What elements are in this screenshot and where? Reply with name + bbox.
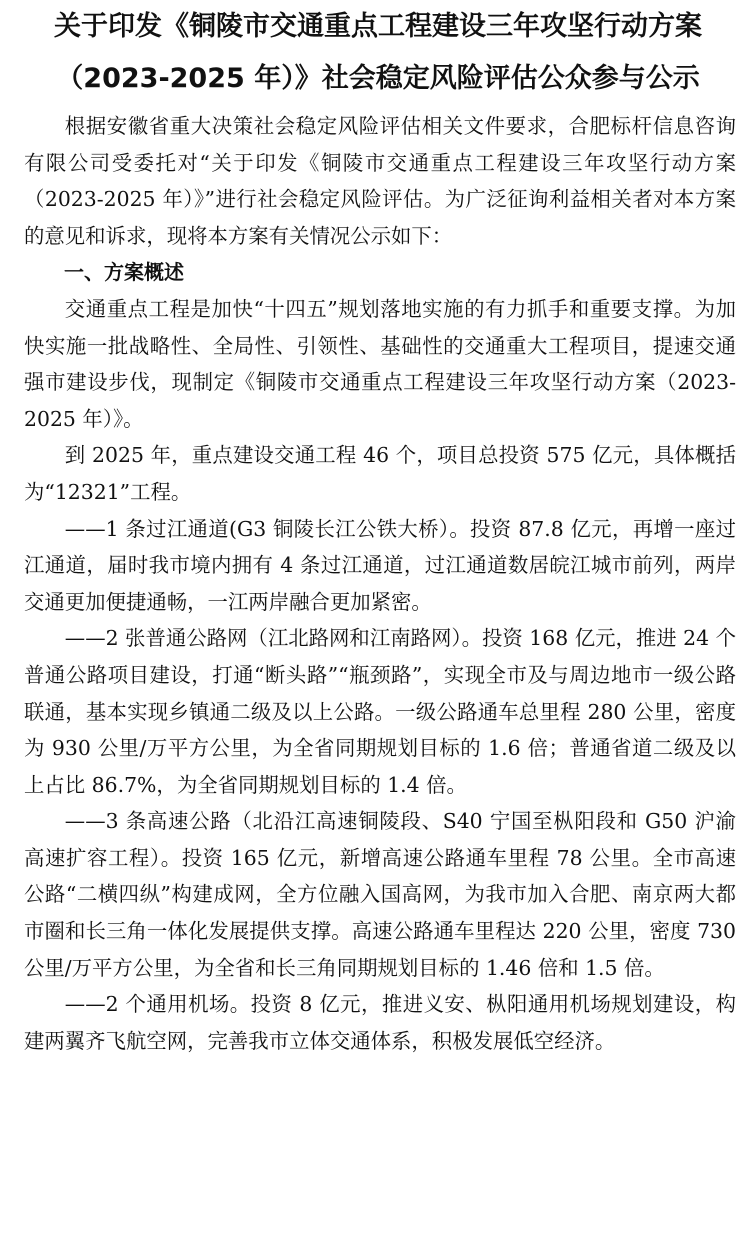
document-title-line-1: 关于印发《铜陵市交通重点工程建设三年攻坚行动方案 xyxy=(54,11,702,42)
intro-paragraph: 根据安徽省重大决策社会稳定风险评估相关文件要求，合肥标杆信息咨询有限公司受委托对“关于印发《铜陵市交通重点工程建设三年攻坚行动方案（2023-2025 年）》”进行社会稳定风险评估。为广泛征询利益相关者对本方案的意见和诉求，现将本方案有关情况公示如下： xyxy=(24,114,736,248)
body-paragraph: 到 2025 年，重点建设交通工程 46 个，项目总投资 575 亿元，具体概括为“12321”工程。 xyxy=(24,443,736,504)
body-paragraph: ——1 条过江通道(G3 铜陵长江公铁大桥）。投资 87.8 亿元，再增一座过江通道，届时我市境内拥有 4 条过江通道，过江通道数居皖江城市前列，两岸交通更加便捷通畅，一江两岸融合更加紧密。 xyxy=(24,516,736,614)
document-title-line-2: （2023-2025 年）》社会稳定风险评估公众参与公示 xyxy=(56,63,700,94)
body-paragraph: ——3 条高速公路（北沿江高速铜陵段、S40 宁国至枞阳段和 G50 沪渝高速扩容工程）。投资 165 亿元，新增高速公路通车里程 78 公里。全市高速公路“二横四纵”构建成网，全方位融入国高网，为我市加入合肥、南京两大都市圈和长三角一体化发展提供支撑。高速公路通车里程达 220 公里，密度 730 公里/万平方公里，为全省和长三角同期规划目标的 1.46 倍和 1.5 倍。 xyxy=(24,809,736,980)
document-body xyxy=(24,108,736,1059)
body-paragraph: ——2 张普通公路网（江北路网和江南路网）。投资 168 亿元，推进 24 个普通公路项目建设，打通“断头路”“瓶颈路”，实现全市及与周边地市一级公路联通，基本实现乡镇通二级及以上公路。一级公路通车总里程 280 公里，密度为 930 公里/万平方公里，为全省同期规划目标的 1.6 倍；普通省道二级及以上占比 86.7%，为全省同期规划目标的 1.4 倍。 xyxy=(24,626,736,797)
section-heading-overview: 一、方案概述 xyxy=(64,260,184,285)
body-paragraph: ——2 个通用机场。投资 8 亿元，推进义安、枞阳通用机场规划建设，构建两翼齐飞航空网，完善我市立体交通体系，积极发展低空经济。 xyxy=(24,992,736,1053)
body-paragraph: 交通重点工程是加快“十四五”规划落地实施的有力抓手和重要支撑。为加快实施一批战略性、全局性、引领性、基础性的交通重大工程项目，提速交通强市建设步伐，现制定《铜陵市交通重点工程建设三年攻坚行动方案（2023-2025 年）》。 xyxy=(24,296,736,431)
